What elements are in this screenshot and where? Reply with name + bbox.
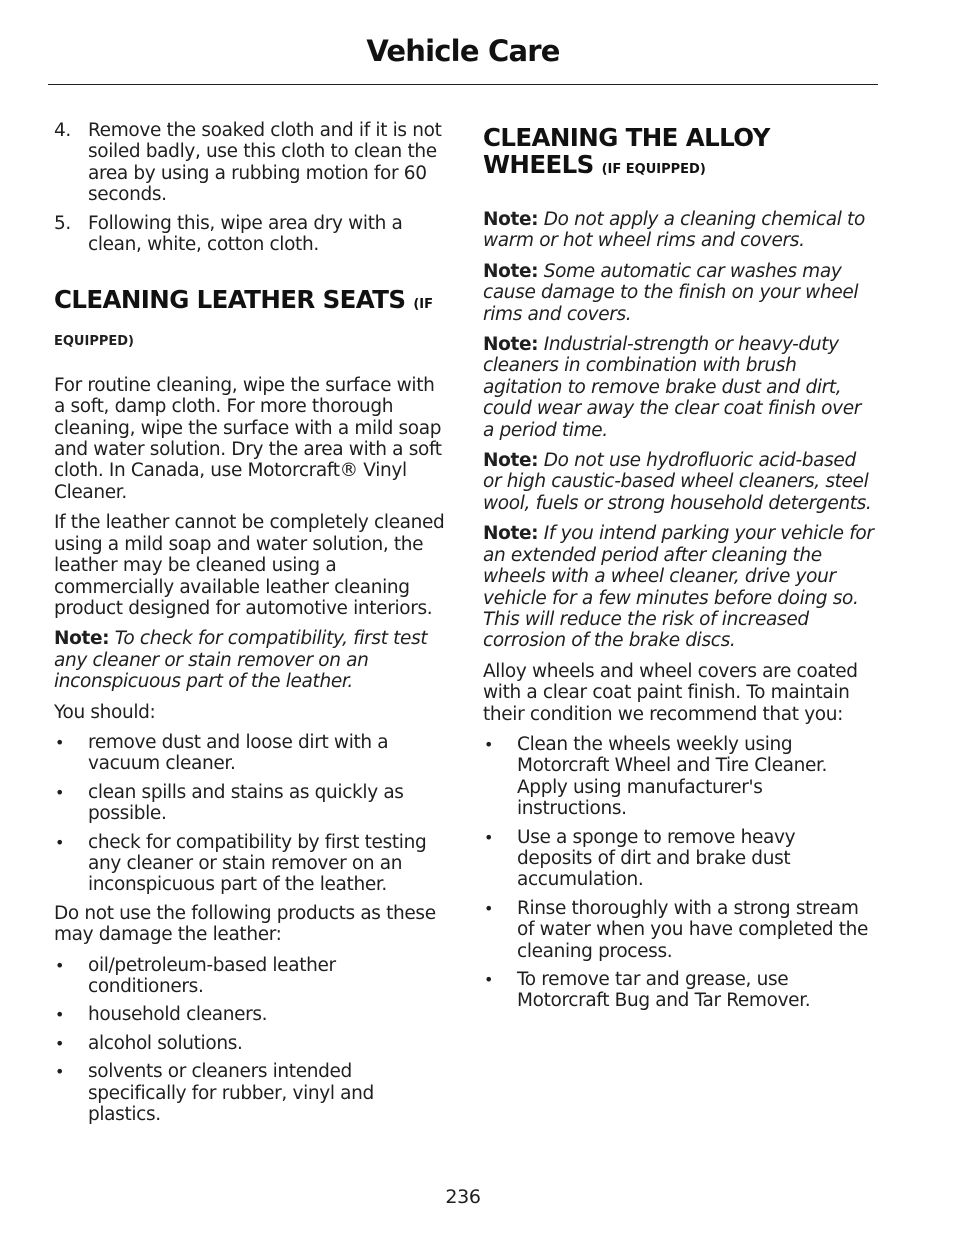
bullet-text: Clean the wheels weekly using Motorcraft Wheel and Tire Cleaner. Apply using manufacturer's instructions. [517,733,828,820]
step-number: 5. [54,212,71,234]
bullet-list-you-should [54,732,446,896]
bullet-text: remove dust and loose dirt with a vacuum cleaner. [88,731,389,775]
paragraph-you-should: You should: [54,701,156,723]
heading-qualifier: (IF [413,297,434,313]
page-title: Vehicle Care [366,34,560,68]
step-text: Following this, wipe area dry with a clean, white, cotton cloth. [88,212,403,256]
bullet-list-do-not-use [54,955,446,1126]
list-item [483,969,875,1012]
note-label: Note: [483,334,539,356]
note [483,261,875,325]
bullet-text: Rinse thoroughly with a strong stream of water when you have completed the cleaning process. [517,897,869,962]
note-text: Industrial-strength or heavy-duty cleaners in combination with brush agitation to remove brake dust and dirt, could wear away the clear coat finish over a period time. [483,334,861,441]
note-text: Do not apply a cleaning chemical to warm or hot wheel rims and covers. [483,209,865,252]
heading-line: WHEELS [483,150,594,179]
note-text: Do not use hydrofluoric acid-based or high caustic-based wheel cleaners, steel wool, fuels or strong household detergents. [483,450,872,514]
section-heading-alloy-wheels [483,124,875,183]
paragraph-alloy-wheels: Alloy wheels and wheel covers are coated with a clear coat paint finish. To maintain their condition we recommend that you: [483,660,858,725]
note-label: Note: [54,628,110,650]
list-item [54,1061,446,1125]
bullet-glyph: • [55,782,65,802]
list-item [54,732,446,775]
bullet-glyph: • [55,732,65,752]
bullet-glyph: • [484,827,494,847]
list-item [54,955,446,998]
note-text: To check for compatibility, first test any cleaner or stain remover on an inconspicuous part of the leather. [54,628,428,693]
note [483,450,875,514]
heading-qualifier-continued: EQUIPPED) [54,334,134,350]
paragraph-do-not-use: Do not use the following products as these may damage the leather: [54,902,436,946]
heading-line: CLEANING THE ALLOY [483,123,770,152]
note-label: Note: [483,209,539,230]
bullet-text: check for compatibility by first testing any cleaner or stain remover on an inconspicuous part of the leather. [88,831,427,896]
note-compatibility [54,628,446,692]
bullet-glyph: • [55,832,65,852]
note [483,334,875,441]
list-item [54,1004,446,1025]
list-item [54,120,446,206]
list-item [483,827,875,891]
note-label: Note: [483,260,539,282]
list-item [54,832,446,896]
list-item [54,782,446,825]
paragraph-routine-cleaning: For routine cleaning, wipe the surface with a soft, damp cloth. For more thorough cleaning, wipe the surface with a mild soap and water solution. Dry the area with a soft cloth. In Canada, use Motorcraft® Vinyl Cleaner. [54,374,442,503]
section-heading-leather-seats [54,286,446,318]
paragraph-leather-cleaning: If the leather cannot be completely cleaned using a mild soap and water solution, the leather may be cleaned using a commercially available leather cleaning product designed for automotive interiors. [54,512,445,619]
note-text: Some automatic car washes may cause damage to the finish on your wheel rims and covers. [483,260,859,325]
step-number: 4. [54,120,71,141]
note [483,523,875,651]
bullet-text: Use a sponge to remove heavy deposits of dirt and brake dust accumulation. [517,826,796,891]
note-label: Note: [483,450,539,472]
bullet-glyph: • [484,734,494,754]
note-text: If you intend parking your vehicle for an extended period after cleaning the wheels with a wheel cleaner, drive your vehicle for a few minutes before doing so. This will reduce the risk of increased corrosion of the brake discs. [483,523,874,652]
page-number: 236 [445,1186,481,1208]
header-divider [48,84,878,85]
heading-main-text: CLEANING LEATHER SEATS [54,285,406,315]
bullet-text: alcohol solutions. [88,1032,243,1054]
list-item [483,898,875,962]
note-label: Note: [483,523,539,545]
bullet-list-wheel-care [483,734,875,1012]
note [483,209,875,252]
left-column [54,120,446,1132]
bullet-glyph: • [55,1062,65,1082]
bullet-text: solvents or cleaners intended specifically for rubber, vinyl and plastics. [88,1061,374,1126]
list-item [54,1033,446,1054]
bullet-glyph: • [484,970,494,989]
bullet-glyph: • [55,1033,65,1053]
bullet-glyph: • [55,1005,65,1025]
bullet-glyph: • [484,898,494,918]
list-item [54,213,446,256]
bullet-text: oil/petroleum-based leather conditioners. [88,954,336,997]
right-column [483,120,875,1019]
step-list [54,120,446,255]
heading-qualifier: (IF EQUIPPED) [601,162,706,177]
bullet-text: To remove tar and grease, use Motorcraft Bug and Tar Remover. [517,969,811,1012]
bullet-glyph: • [55,955,65,975]
bullet-text: clean spills and stains as quickly as possible. [88,781,404,825]
list-item [483,734,875,820]
bullet-text: household cleaners. [88,1004,268,1026]
step-text: Remove the soaked cloth and if it is not soiled badly, use this cloth to clean the area by using a rubbing motion for 60 seconds. [88,120,442,206]
